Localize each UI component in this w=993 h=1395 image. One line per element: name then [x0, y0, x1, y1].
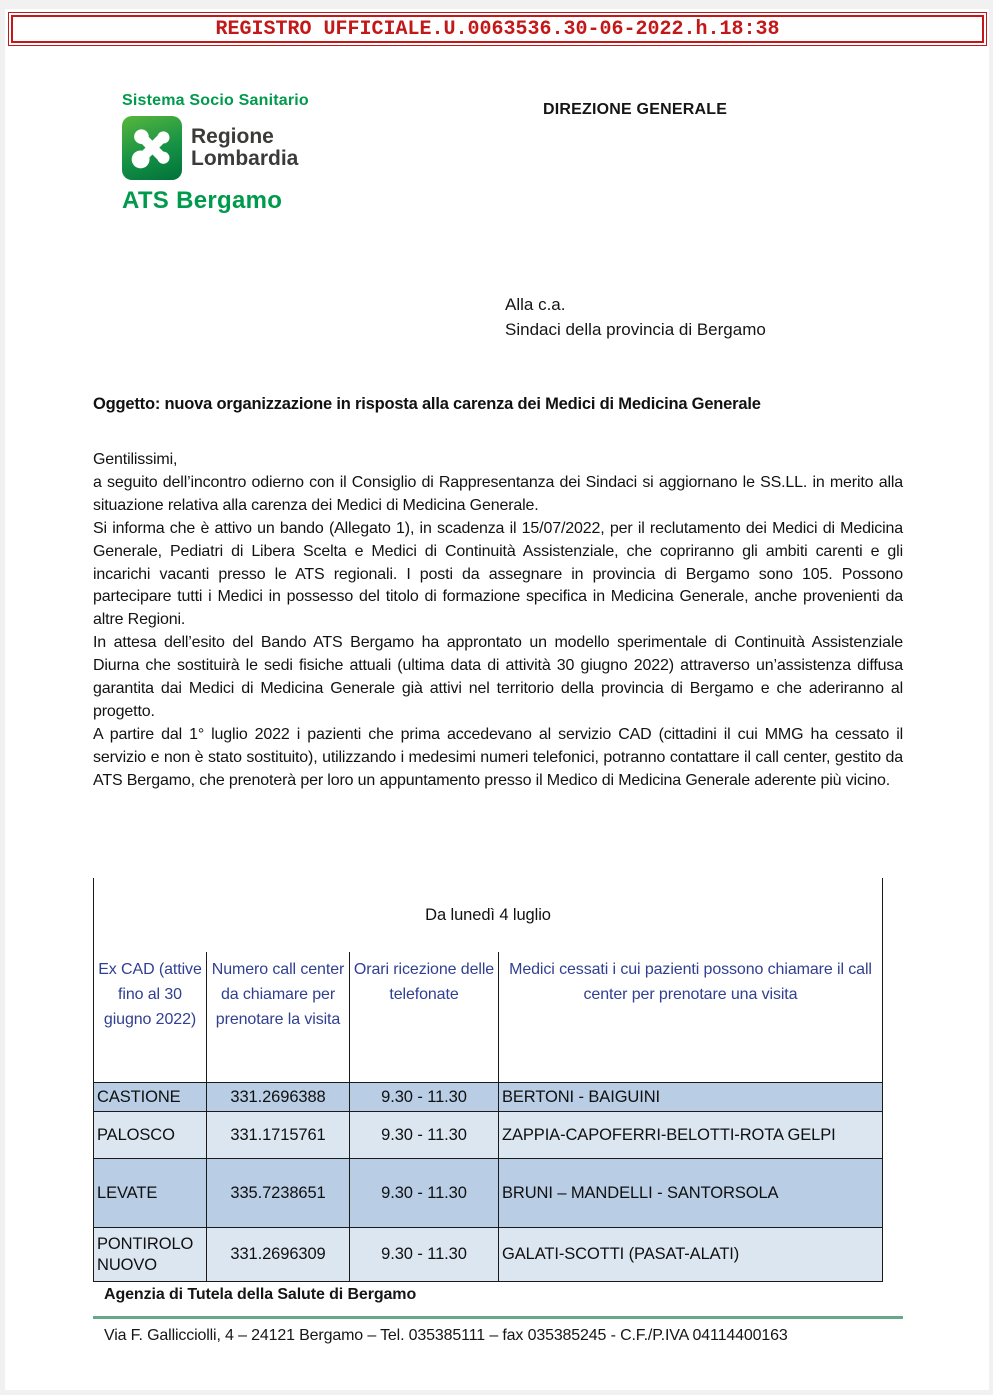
cell-location: CASTIONE: [97, 1087, 181, 1106]
paragraph-3: In attesa dell’esito del Bando ATS Bergamo ha approntato un modello sperimentale di Continuità Assistenziale Diurna che sostituirà le sedi fisiche attuali (ultima data di attività 30 giugno 2022) attraverso un’assistenza diffusa garantita dai Medici di Medicina Generale già attivi nel territorio della provincia di Bergamo e che aderiranno al progetto.: [93, 634, 903, 720]
letter-body: [93, 449, 903, 793]
cell-doctors: BRUNI – MANDELLI - SANTORSOLA: [498, 1159, 882, 1227]
column-header-phone: Numero call center da chiamare per prenotare la visita: [206, 952, 349, 1082]
table-row-palosco: [94, 1111, 882, 1158]
table-row-pontirolo: [94, 1227, 882, 1282]
cell-doctors: BERTONI - BAIGUINI: [498, 1083, 882, 1111]
call-center-table: [93, 878, 883, 1282]
table-row-levate: [94, 1158, 882, 1227]
logo-region-name: [191, 126, 298, 170]
page-edge-bottom: [0, 1390, 993, 1395]
cell-location: PALOSCO: [97, 1125, 175, 1144]
footer-address: Via F. Gallicciolli, 4 – 24121 Bergamo – Tel. 035385111 – fax 035385245 - C.F./P.IVA 04114400163: [104, 1327, 788, 1344]
cell-doctors: GALATI-SCOTTI (PASAT-ALATI): [498, 1228, 882, 1281]
rosa-camuna-icon: [122, 116, 182, 180]
cell-phone: 331.1715761: [206, 1112, 349, 1158]
subject-line: Oggetto: nuova organizzazione in risposta alla carenza dei Medici di Medicina Generale: [93, 395, 761, 413]
paragraph-salutation: Gentilissimi,: [93, 451, 178, 468]
logo-region-line2: Lombardia: [191, 147, 299, 170]
cell-phone: 331.2696309: [206, 1228, 349, 1281]
cell-phone: 335.7238651: [206, 1159, 349, 1227]
cell-location: LEVATE: [97, 1183, 158, 1202]
page-edge-left: [0, 0, 5, 1395]
page-edge-top: [0, 0, 993, 9]
logo-block: [122, 92, 309, 215]
cell-hours: 9.30 - 11.30: [349, 1228, 498, 1281]
recipient-name-line: Sindaci della provincia di Bergamo: [505, 320, 766, 339]
logo-tagline: Sistema Socio Sanitario: [122, 92, 309, 109]
paragraph-2: Si informa che è attivo un bando (Allegato 1), in scadenza il 15/07/2022, per il reclutamento dei Medici di Medicina Generale, Pediatri di Libera Scelta e Medici di Continuità Assistenziale, che copriranno gli ambiti carenti e gli incarichi vacanti presso le ATS regionali. I posti da assegnare in provincia di Bergamo sono 105. Possono partecipare tutti i Medici in possesso del titolo di formazione specifica in Medicina Generale, anche provenienti da altre Regioni.: [93, 519, 903, 629]
protocol-stamp-text: REGISTRO UFFICIALE.U.0063536.30-06-2022.h.18:38: [215, 17, 780, 41]
table-header-row: [94, 952, 882, 1082]
logo-region-line1: Regione: [191, 125, 274, 148]
table-caption-text: Da lunedì 4 luglio: [425, 905, 551, 924]
protocol-stamp: [11, 15, 984, 43]
recipient-block: [505, 292, 766, 342]
page-edge-right: [989, 0, 993, 1395]
cell-hours: 9.30 - 11.30: [349, 1112, 498, 1158]
column-header-hours: Orari ricezione delle telefonate: [349, 952, 498, 1082]
cell-doctors: ZAPPIA-CAPOFERRI-BELOTTI-ROTA GELPI: [498, 1112, 882, 1158]
table-caption: [94, 878, 882, 952]
column-header-doctors: Medici cessati i cui pazienti possono chiamare il call center per prenotare una visita: [498, 952, 882, 1082]
column-header-excad: Ex CAD (attive fino al 30 giugno 2022): [98, 961, 202, 1028]
office-title: DIREZIONE GENERALE: [543, 101, 728, 118]
logo-agency-name: ATS Bergamo: [122, 187, 283, 214]
cell-hours: 9.30 - 11.30: [349, 1083, 498, 1111]
cell-location: PONTIROLO NUOVO: [97, 1234, 194, 1274]
table-row-castione: [94, 1082, 882, 1111]
cell-hours: 9.30 - 11.30: [349, 1159, 498, 1227]
footer-agency-name: Agenzia di Tutela della Salute di Bergamo: [104, 1286, 417, 1303]
footer-divider: [93, 1316, 903, 1319]
cell-phone: 331.2696388: [206, 1083, 349, 1111]
paragraph-4: A partire dal 1° luglio 2022 i pazienti che prima accedevano al servizio CAD (cittadini il cui MMG ha cessato il servizio e non è stato sostituito), utilizzando i medesimi numeri telefonici, potranno contattare il call center, gestito da ATS Bergamo, che prenoterà per loro un appuntamento presso il Medico di Medicina Generale aderente più vicino.: [93, 725, 903, 789]
recipient-attention-line: Alla c.a.: [505, 295, 566, 314]
paragraph-1: a seguito dell’incontro odierno con il Consiglio di Rappresentanza dei Sindaci si aggiornano le SS.LL. in merito alla situazione relativa alla carenza dei Medici di Medicina Generale.: [93, 473, 903, 514]
